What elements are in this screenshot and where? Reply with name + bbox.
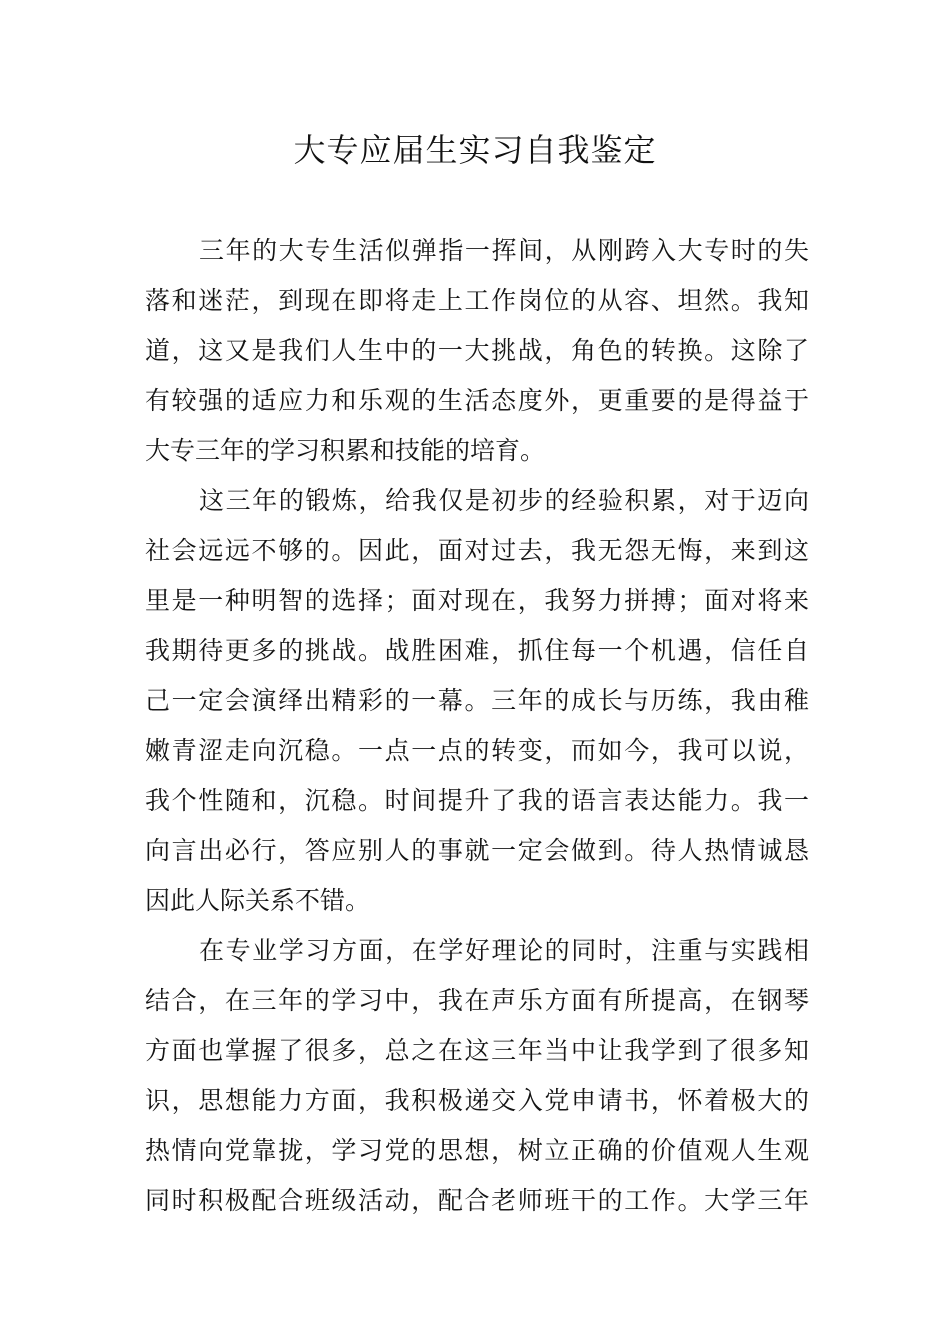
paragraph-3 [145,926,809,1226]
document-title: 大专应届生实习自我鉴定 [293,131,657,169]
document-body [145,226,809,1226]
paragraph-3-line: 在专业学习方面，在学好理论的同时，注重与实践相 [199,936,809,965]
paragraph-2 [145,476,809,926]
paragraph-2-line: 嫩青涩走向沉稳。一点一点的转变，而如今，我可以说， [145,736,809,765]
paragraph-2-line: 我个性随和，沉稳。时间提升了我的语言表达能力。我一 [145,786,809,815]
paragraph-1-line: 有较强的适应力和乐观的生活态度外，更重要的是得益于 [145,386,809,415]
paragraph-1-line: 大专三年的学习积累和技能的培育。 [145,436,546,465]
paragraph-3-line: 识，思想能力方面，我积极递交入党申请书，怀着极大的 [145,1086,809,1115]
paragraph-3-line: 结合，在三年的学习中，我在声乐方面有所提高，在钢琴 [145,986,809,1015]
paragraph-3-line: 同时积极配合班级活动，配合老师班干的工作。大学三年 [145,1186,809,1215]
paragraph-2-line: 这三年的锻炼，给我仅是初步的经验积累，对于迈向 [199,486,809,515]
paragraph-1-line: 落和迷茫，到现在即将走上工作岗位的从容、坦然。我知 [145,286,809,315]
paragraph-2-line: 己一定会演绎出精彩的一幕。三年的成长与历练，我由稚 [145,686,809,715]
paragraph-3-line: 热情向党靠拢，学习党的思想，树立正确的价值观人生观 [145,1136,809,1165]
paragraph-2-line: 我期待更多的挑战。战胜困难，抓住每一个机遇，信任自 [145,636,809,665]
paragraph-2-line: 社会远远不够的。因此，面对过去，我无怨无悔，来到这 [145,536,809,565]
paragraph-2-line: 里是一种明智的选择；面对现在，我努力拼搏；面对将来 [145,586,809,615]
paragraph-1 [145,226,809,476]
paragraph-3-line: 方面也掌握了很多，总之在这三年当中让我学到了很多知 [145,1036,809,1065]
paragraph-1-line: 道，这又是我们人生中的一大挑战，角色的转换。这除了 [145,336,809,365]
paragraph-2-line: 因此人际关系不错。 [145,886,371,915]
paragraph-2-line: 向言出必行，答应别人的事就一定会做到。待人热情诚恳 [145,836,809,865]
paragraph-1-line: 三年的大专生活似弹指一挥间，从刚跨入大专时的失 [199,236,809,265]
